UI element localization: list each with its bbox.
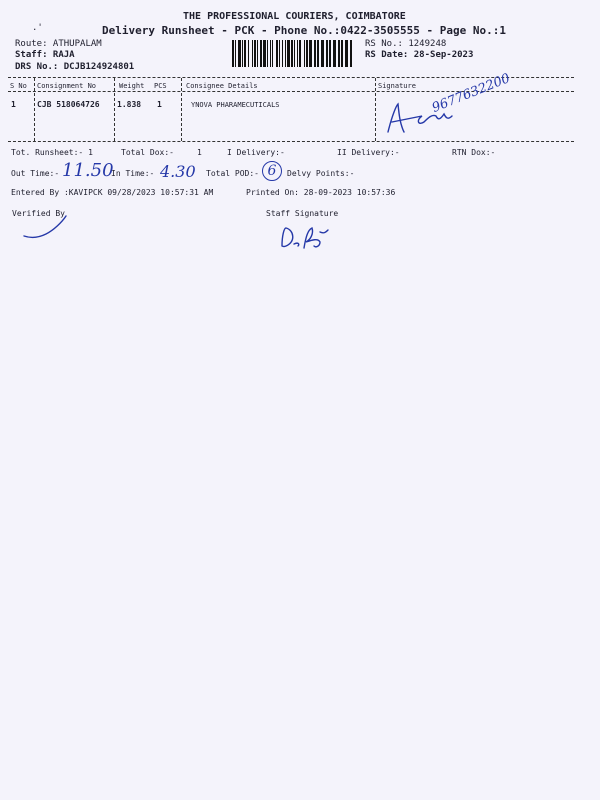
in-time-value: 4.30 <box>160 162 196 181</box>
i-delivery: I Delivery:- <box>227 148 285 157</box>
header-sno: S No <box>10 82 27 90</box>
total-pod-label: Total POD:- <box>206 169 259 178</box>
total-dox-value: 1 <box>197 148 202 157</box>
barcode <box>232 40 354 67</box>
entered-by: Entered By :KAVIPCK 09/28/2023 10:57:31 AM <box>11 188 214 197</box>
handwritten-phone: 9677632200 <box>430 71 513 116</box>
cell-sno: 1 <box>11 100 16 109</box>
cell-weight: 1.838 <box>117 100 142 109</box>
cell-consignee: YNOVA PHARAMECUTICALS <box>191 101 280 109</box>
route-text: Route: ATHUPALAM <box>15 39 102 49</box>
header-consignment-no: Consignment No <box>37 82 97 90</box>
delvy-points-label: Delvy Points:- <box>287 169 355 178</box>
col-divider <box>375 78 376 141</box>
out-time-label: Out Time:- <box>11 169 60 178</box>
rs-date: RS Date: 28-Sep-2023 <box>365 50 474 60</box>
total-dox-label: Total Dox:- <box>121 148 174 157</box>
staff-signature-label: Staff Signature <box>266 209 339 218</box>
tot-runsheet: Tot. Runsheet:- 1 <box>11 148 93 157</box>
header-weight: Weight <box>119 82 145 90</box>
header-signature: Signature <box>378 82 416 90</box>
cell-consignment-no: CJB 518064726 <box>37 100 100 109</box>
table-bottom-rule <box>8 141 574 142</box>
staff-signature <box>276 222 336 254</box>
staff-text: Staff: RAJA <box>15 50 75 60</box>
drs-number: DRS No.: DCJB124924801 <box>15 62 135 72</box>
out-time-value: 11.50 <box>62 160 114 181</box>
rtn-dox: RTN Dox:- <box>452 148 496 157</box>
cell-pcs: 1 <box>157 100 162 109</box>
col-divider <box>181 78 182 141</box>
corner-mark: .' <box>32 23 43 33</box>
printed-on: Printed On: 28-09-2023 10:57:36 <box>246 188 396 197</box>
verifier-signature <box>20 212 70 242</box>
total-pod-value: 6 <box>262 161 282 181</box>
verified-by-label: Verified By <box>12 209 65 218</box>
col-divider <box>114 78 115 141</box>
in-time-label: In Time:- <box>111 169 155 178</box>
company-title: THE PROFESSIONAL COURIERS, COIMBATORE <box>183 11 406 22</box>
ii-delivery: II Delivery:- <box>337 148 400 157</box>
rs-number: RS No.: 1249248 <box>365 39 447 49</box>
col-divider <box>34 78 35 141</box>
header-consignee-details: Consignee Details <box>186 82 258 90</box>
header-pcs: PCS <box>154 82 167 90</box>
runsheet-title: Delivery Runsheet - PCK - Phone No.:0422-3505555 - Page No.:1 <box>102 24 506 37</box>
